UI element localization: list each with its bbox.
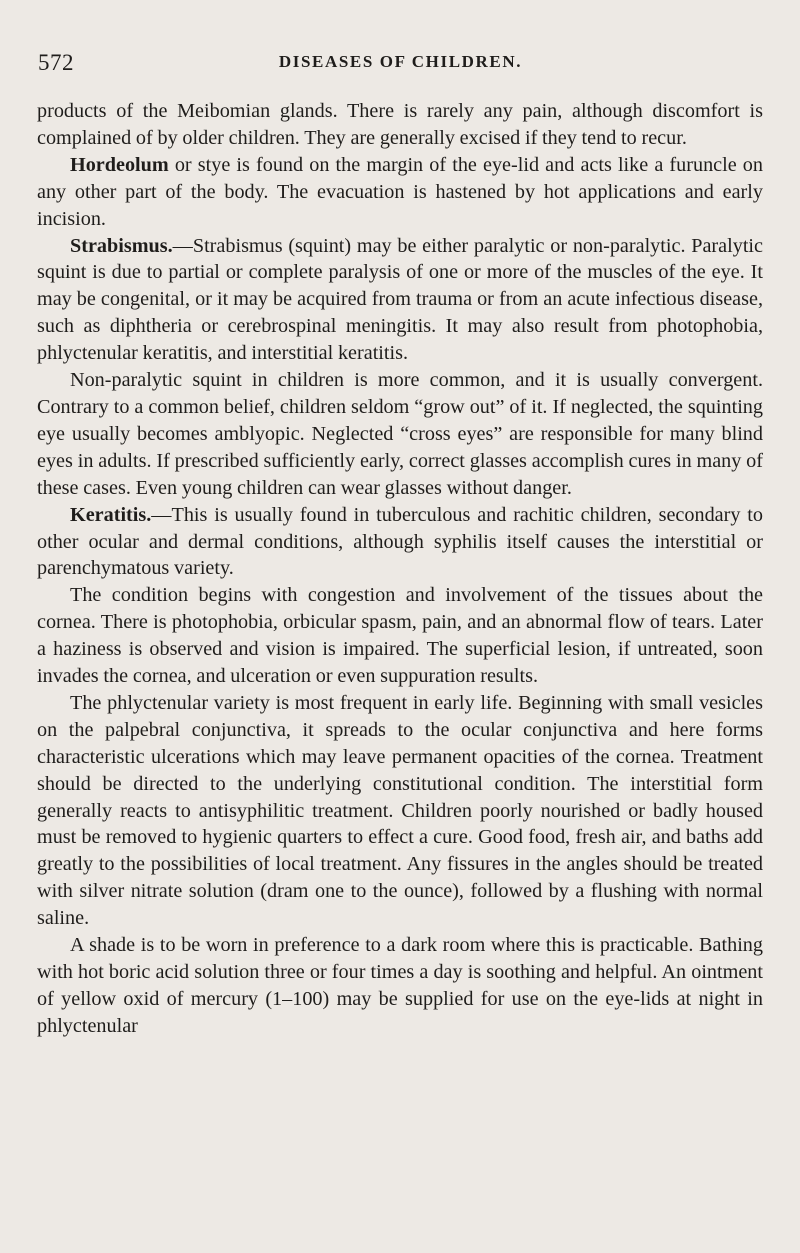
paragraph-text: products of the Meibomian glands. There is rarely any pain, although discomfort is complained of by older children. They are generally excised if they tend to recur. <box>37 100 763 149</box>
paragraph-text: or stye is found on the margin of the eye-lid and acts like a furuncle on any other part of the body. The evacuation is hastened by hot applications and early incision. <box>37 153 763 230</box>
paragraph-phlyctenular <box>37 690 763 932</box>
paragraph-text: —Strabismus (squint) may be either paralytic or non-paralytic. Paralytic squint is due to partial or complete paralysis of one or more of the muscles of the eye. It may be congenital, or it may be acquired from trauma or from an acute infectious disease, such as diphtheria or cerebrospinal meningitis. It may also result from photophobia, phlyctenular keratitis, and interstitial keratitis. <box>37 234 763 365</box>
paragraph-text: The phlyctenular variety is most frequent in early life. Beginning with small vesicles on the palpebral conjunctiva, it spreads to the ocular conjunctiva and here forms characteristic ulcerations which may leave permanent opacities of the cornea. Treatment should be directed to the underlying constitutional condition. The interstitial form generally reacts to antisyphilitic treatment. Children poorly nourished or badly housed must be removed to hygienic quarters to effect a cure. Good food, fresh air, and baths add greatly to the possibilities of local treatment. Any fissures in the angles should be treated with silver nitrate solution (dram one to the ounce), followed by a flushing with normal saline. <box>37 691 763 930</box>
paragraph-text: The condition begins with congestion and involvement of the tissues about the cornea. There is photophobia, orbicular spasm, pain, and an abnormal flow of tears. Later a haziness is observed and vision is impaired. The superficial lesion, if untreated, soon invades the cornea, and ulceration or even suppuration results. <box>37 584 763 688</box>
paragraph-shade <box>37 932 763 1040</box>
heading-hordeolum: Hordeolum <box>70 153 169 176</box>
paragraph-non-paralytic-squint <box>37 367 763 502</box>
page-header <box>38 50 763 80</box>
heading-strabismus: Strabismus. <box>70 234 173 257</box>
paragraph-hordeolum <box>37 152 763 233</box>
heading-keratitis: Keratitis. <box>70 503 152 526</box>
running-title: DISEASES OF CHILDREN. <box>278 52 523 71</box>
page-number: 572 <box>38 50 74 75</box>
paragraph-keratitis <box>37 502 763 583</box>
paragraph-meibomian <box>37 98 763 152</box>
paragraph-text: A shade is to be worn in preference to a dark room where this is practicable. Bathing with hot boric acid solution three or four times a day is soothing and helpful. An ointment of yellow oxid of mercury (1–100) may be supplied for use on the eye-lids at night in phlyctenular <box>37 934 763 1037</box>
paragraph-text: Non-paralytic squint in children is more common, and it is usually convergent. Contrary to a common belief, children seldom “grow out” of it. If neglected, the squinting eye usually becomes amblyopic. Neglected “cross eyes” are responsible for many blind eyes in adults. If prescribed sufficiently early, correct glasses accomplish cures in many of these cases. Even young children can wear glasses without danger. <box>37 369 763 499</box>
paragraph-condition <box>37 582 763 690</box>
paragraph-text: —This is usually found in tuberculous and rachitic children, secondary to other ocular and dermal conditions, although syphilis itself causes the interstitial or parenchymatous variety. <box>37 503 763 580</box>
body-text <box>37 98 763 1040</box>
paragraph-strabismus <box>37 233 763 368</box>
